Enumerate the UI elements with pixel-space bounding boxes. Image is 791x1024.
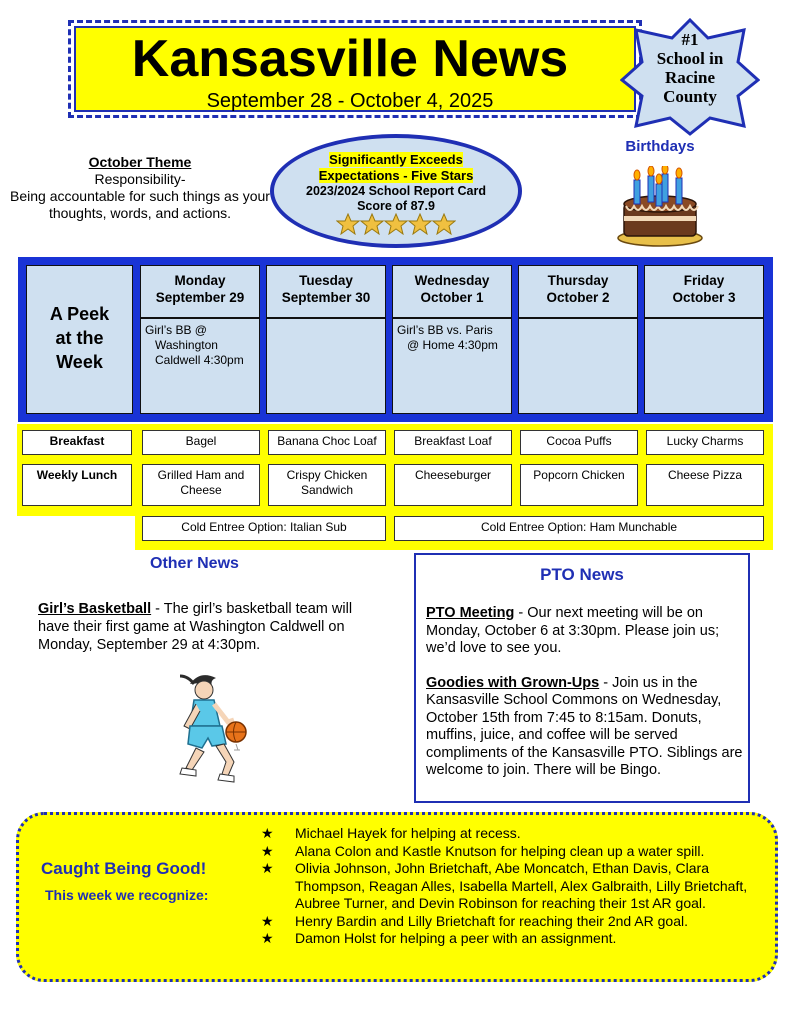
header-banner — [68, 20, 642, 118]
pto-goodies — [426, 675, 744, 780]
day-date: September 29 — [155, 290, 245, 305]
day-name: Thursday — [547, 273, 609, 288]
cold-entree-wed-fri: Cold Entree Option: Ham Munchable — [394, 516, 764, 541]
day-date: September 30 — [281, 290, 371, 305]
recognition-item — [253, 913, 773, 931]
day-name: Monday — [174, 273, 226, 288]
other-news-title: Other News — [150, 555, 239, 572]
day-header — [644, 265, 764, 318]
day-events — [644, 318, 764, 414]
lunch-item: Crispy Chicken Sandwich — [268, 464, 386, 506]
peek-line: A Peek — [49, 304, 110, 324]
peek-label — [27, 302, 132, 374]
cold-entree-mon-tue: Cold Entree Option: Italian Sub — [142, 516, 386, 541]
day-date: October 1 — [420, 290, 484, 305]
badge-line: #1 — [681, 30, 699, 49]
recognition-item — [253, 930, 773, 948]
lunch-item: Cheeseburger — [394, 464, 512, 506]
peek-line: Week — [56, 352, 103, 372]
report-card-oval — [270, 134, 522, 248]
report-line-2: Expectations - Five Stars — [318, 168, 474, 183]
day-events — [266, 318, 386, 414]
day-events — [140, 318, 260, 414]
star-icon — [360, 213, 384, 235]
lunch-item: Cheese Pizza — [646, 464, 764, 506]
pto-meeting-heading: PTO Meeting — [426, 605, 515, 621]
caught-being-good-box — [16, 812, 778, 982]
peek-line: at the — [55, 328, 104, 348]
breakfast-item: Breakfast Loaf — [394, 430, 512, 455]
star-icon — [432, 213, 456, 235]
lunch-item: Grilled Ham and Cheese — [142, 464, 260, 506]
five-stars — [274, 213, 518, 235]
recognition-item — [253, 843, 773, 861]
breakfast-item: Lucky Charms — [646, 430, 764, 455]
day-header — [140, 265, 260, 318]
caught-title: Caught Being Good! — [41, 859, 207, 878]
header-fill — [74, 26, 636, 112]
recognition-item — [253, 860, 773, 913]
report-line-1: Significantly Exceeds — [329, 152, 463, 167]
caught-list — [253, 825, 773, 948]
day-name: Friday — [683, 273, 725, 288]
day-header — [266, 265, 386, 318]
badge-line: County — [663, 87, 717, 106]
day-events — [392, 318, 512, 414]
day-date: October 3 — [672, 290, 736, 305]
star-bullet-icon: ★ — [261, 842, 274, 859]
star-bullet-icon: ★ — [261, 860, 274, 876]
recognition-text: Olivia Johnson, John Brietchaft, Abe Moncatch, Ethan Davis, Clara Thompson, Reagan Alles, Isabella Martell, Alex Galbraith, Lilly Brietchaft, Aubree Turner, and Devin Robinson for reaching their 1st AR goal. — [295, 860, 748, 911]
recognition-item — [253, 825, 773, 843]
day-events — [518, 318, 638, 414]
birthdays-label: Birthdays — [625, 138, 695, 155]
peek-cell — [26, 265, 133, 414]
recognition-text: Michael Hayek for helping at recess. — [295, 825, 521, 841]
day-name: Tuesday — [299, 273, 353, 288]
event-line: Girl’s BB vs. Paris — [397, 323, 493, 337]
event-line: Caldwell 4:30pm — [145, 353, 244, 367]
breakfast-item: Cocoa Puffs — [520, 430, 638, 455]
theme-word: Responsibility- — [94, 171, 186, 187]
star-icon — [336, 213, 360, 235]
report-line-3: 2023/2024 School Report Card — [306, 184, 486, 198]
breakfast-item: Banana Choc Loaf — [268, 430, 386, 455]
birthday-cake-icon — [612, 166, 708, 248]
pto-meeting — [426, 605, 744, 658]
pto-title: PTO News — [540, 565, 624, 584]
star-bullet-icon: ★ — [261, 930, 274, 946]
day-header — [518, 265, 638, 318]
lunch-item: Popcorn Chicken — [520, 464, 638, 506]
pto-body — [426, 605, 744, 797]
school-rank-badge — [620, 18, 760, 136]
pto-news-box — [414, 553, 750, 803]
event-line: Girl’s BB @ — [145, 323, 207, 337]
badge-text — [620, 30, 760, 106]
theme-description: Being accountable for such things as your thoughts, words, and actions. — [10, 188, 270, 221]
star-bullet-icon: ★ — [261, 825, 274, 841]
basketball-text: - The girl’s basketball team will have their first game at Washington Caldwell on Monday, September 29 at 4:30pm. — [38, 601, 353, 653]
recognition-text: Damon Holst for helping a peer with an assignment. — [295, 930, 617, 946]
event-line: @ Home 4:30pm — [397, 338, 498, 352]
star-bullet-icon: ★ — [261, 912, 274, 929]
badge-line: School in — [656, 49, 724, 68]
day-name: Wednesday — [414, 273, 490, 288]
basketball-heading: Girl’s Basketball — [38, 601, 152, 617]
newsletter-dates: September 28 - October 4, 2025 — [206, 90, 494, 112]
event-line: Washington — [145, 338, 218, 352]
breakfast-item: Bagel — [142, 430, 260, 455]
star-icon — [408, 213, 432, 235]
day-header — [392, 265, 512, 318]
pto-meeting-text: - Our next meeting will be on Monday, October 6 at 3:30pm. Please join us; we’d love to see you. — [426, 605, 720, 656]
recognition-text: Henry Bardin and Lilly Brietchaft for reaching their 2nd AR goal. — [295, 912, 688, 929]
basketball-news — [38, 600, 378, 654]
star-icon — [384, 213, 408, 235]
badge-line: Racine — [664, 68, 716, 87]
theme-title: October Theme — [88, 154, 192, 170]
report-score: Score of 87.9 — [357, 199, 435, 213]
recognition-text: Alana Colon and Kastle Knutson for helping clean up a water spill. — [295, 842, 705, 859]
pto-goodies-text: - Join us in the Kansasville School Commons on Wednesday, October 15th from 7:45 to 8:15am. Donuts, muffins, juice, and coffee will be served compliments of the Kansasville PTO. Siblings are welcome to join. There will be Bingo. — [426, 674, 743, 778]
breakfast-label: Breakfast — [22, 430, 132, 455]
week-calendar — [18, 257, 773, 422]
caught-subtitle: This week we recognize: — [45, 887, 209, 903]
day-date: October 2 — [546, 290, 610, 305]
basketball-player-icon — [160, 670, 270, 785]
pto-goodies-heading: Goodies with Grown-Ups — [426, 674, 600, 691]
lunch-label: Weekly Lunch — [22, 464, 132, 506]
october-theme — [10, 154, 270, 222]
newsletter-title: Kansasville News — [131, 30, 569, 88]
